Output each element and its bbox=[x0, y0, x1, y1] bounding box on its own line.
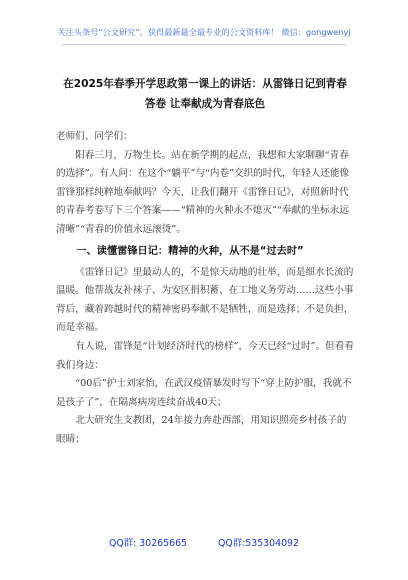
section1-paragraph-1: 《雷锋日记》里最动人的，不是惊天动地的壮举，而是细水长流的温暖。他帮战友补袜子、为安区捐积蓄、在工地义务劳动……这些小事背后，藏着跨越时代的精神密码奉献不是牺牲，而是选择；不是负担，而是幸福。 bbox=[56, 266, 354, 334]
page-footer bbox=[0, 535, 408, 549]
page-header-banner: 关注头条号“公文研究”，获得最新最全最专业的公文资料库！ 微信：gongwenyj bbox=[57, 27, 351, 37]
section-heading-1: 一、读懂雷锋日记：精神的火种，从不是“过去时” bbox=[76, 245, 304, 257]
document-title: 在2025年春季开学思政第一课上的讲话：从雷锋日记到青春答卷 让奉献成为青春底色 bbox=[63, 78, 347, 110]
section1-paragraph-4: 北大研究生支教团，24年接力奔赴西部，用知识照亮乡村孩子的眼睛； bbox=[56, 415, 347, 445]
header-divider bbox=[62, 44, 346, 45]
footer-qq-group-2: QQ群:535304092 bbox=[218, 538, 299, 549]
section1-paragraph-2: 有人说，雷锋是“计划经济时代的榜样”，今天已经“过时”。但看看我们身边： bbox=[56, 340, 354, 371]
intro-paragraph: 阳春三月，万物生长。站在新学期的起点，我想和大家聊聊“青春的选择”。有人问：在这个“躺平”与“内卷”交织的时代，年轻人还能像雷锋那样纯粹地奉献吗？今天，让我们翻开《雷锋日记》，对照新时代的青春考卷写下三个答案——“精神的火种永不熄灭”“奉献的坐标永远清晰”“青春的价值永远滚烫”。 bbox=[56, 149, 350, 235]
greeting: 老师们、同学们： bbox=[56, 131, 133, 142]
section1-paragraph-3: “00后”护士刘家怡，在武汉疫情暴发时写下“穿上防护服，我就不是孩子了”，在隔离病房连续奋战40天； bbox=[56, 378, 352, 408]
document-body bbox=[56, 128, 356, 450]
footer-qq-group-1: QQ群: 30265665 bbox=[109, 538, 188, 549]
